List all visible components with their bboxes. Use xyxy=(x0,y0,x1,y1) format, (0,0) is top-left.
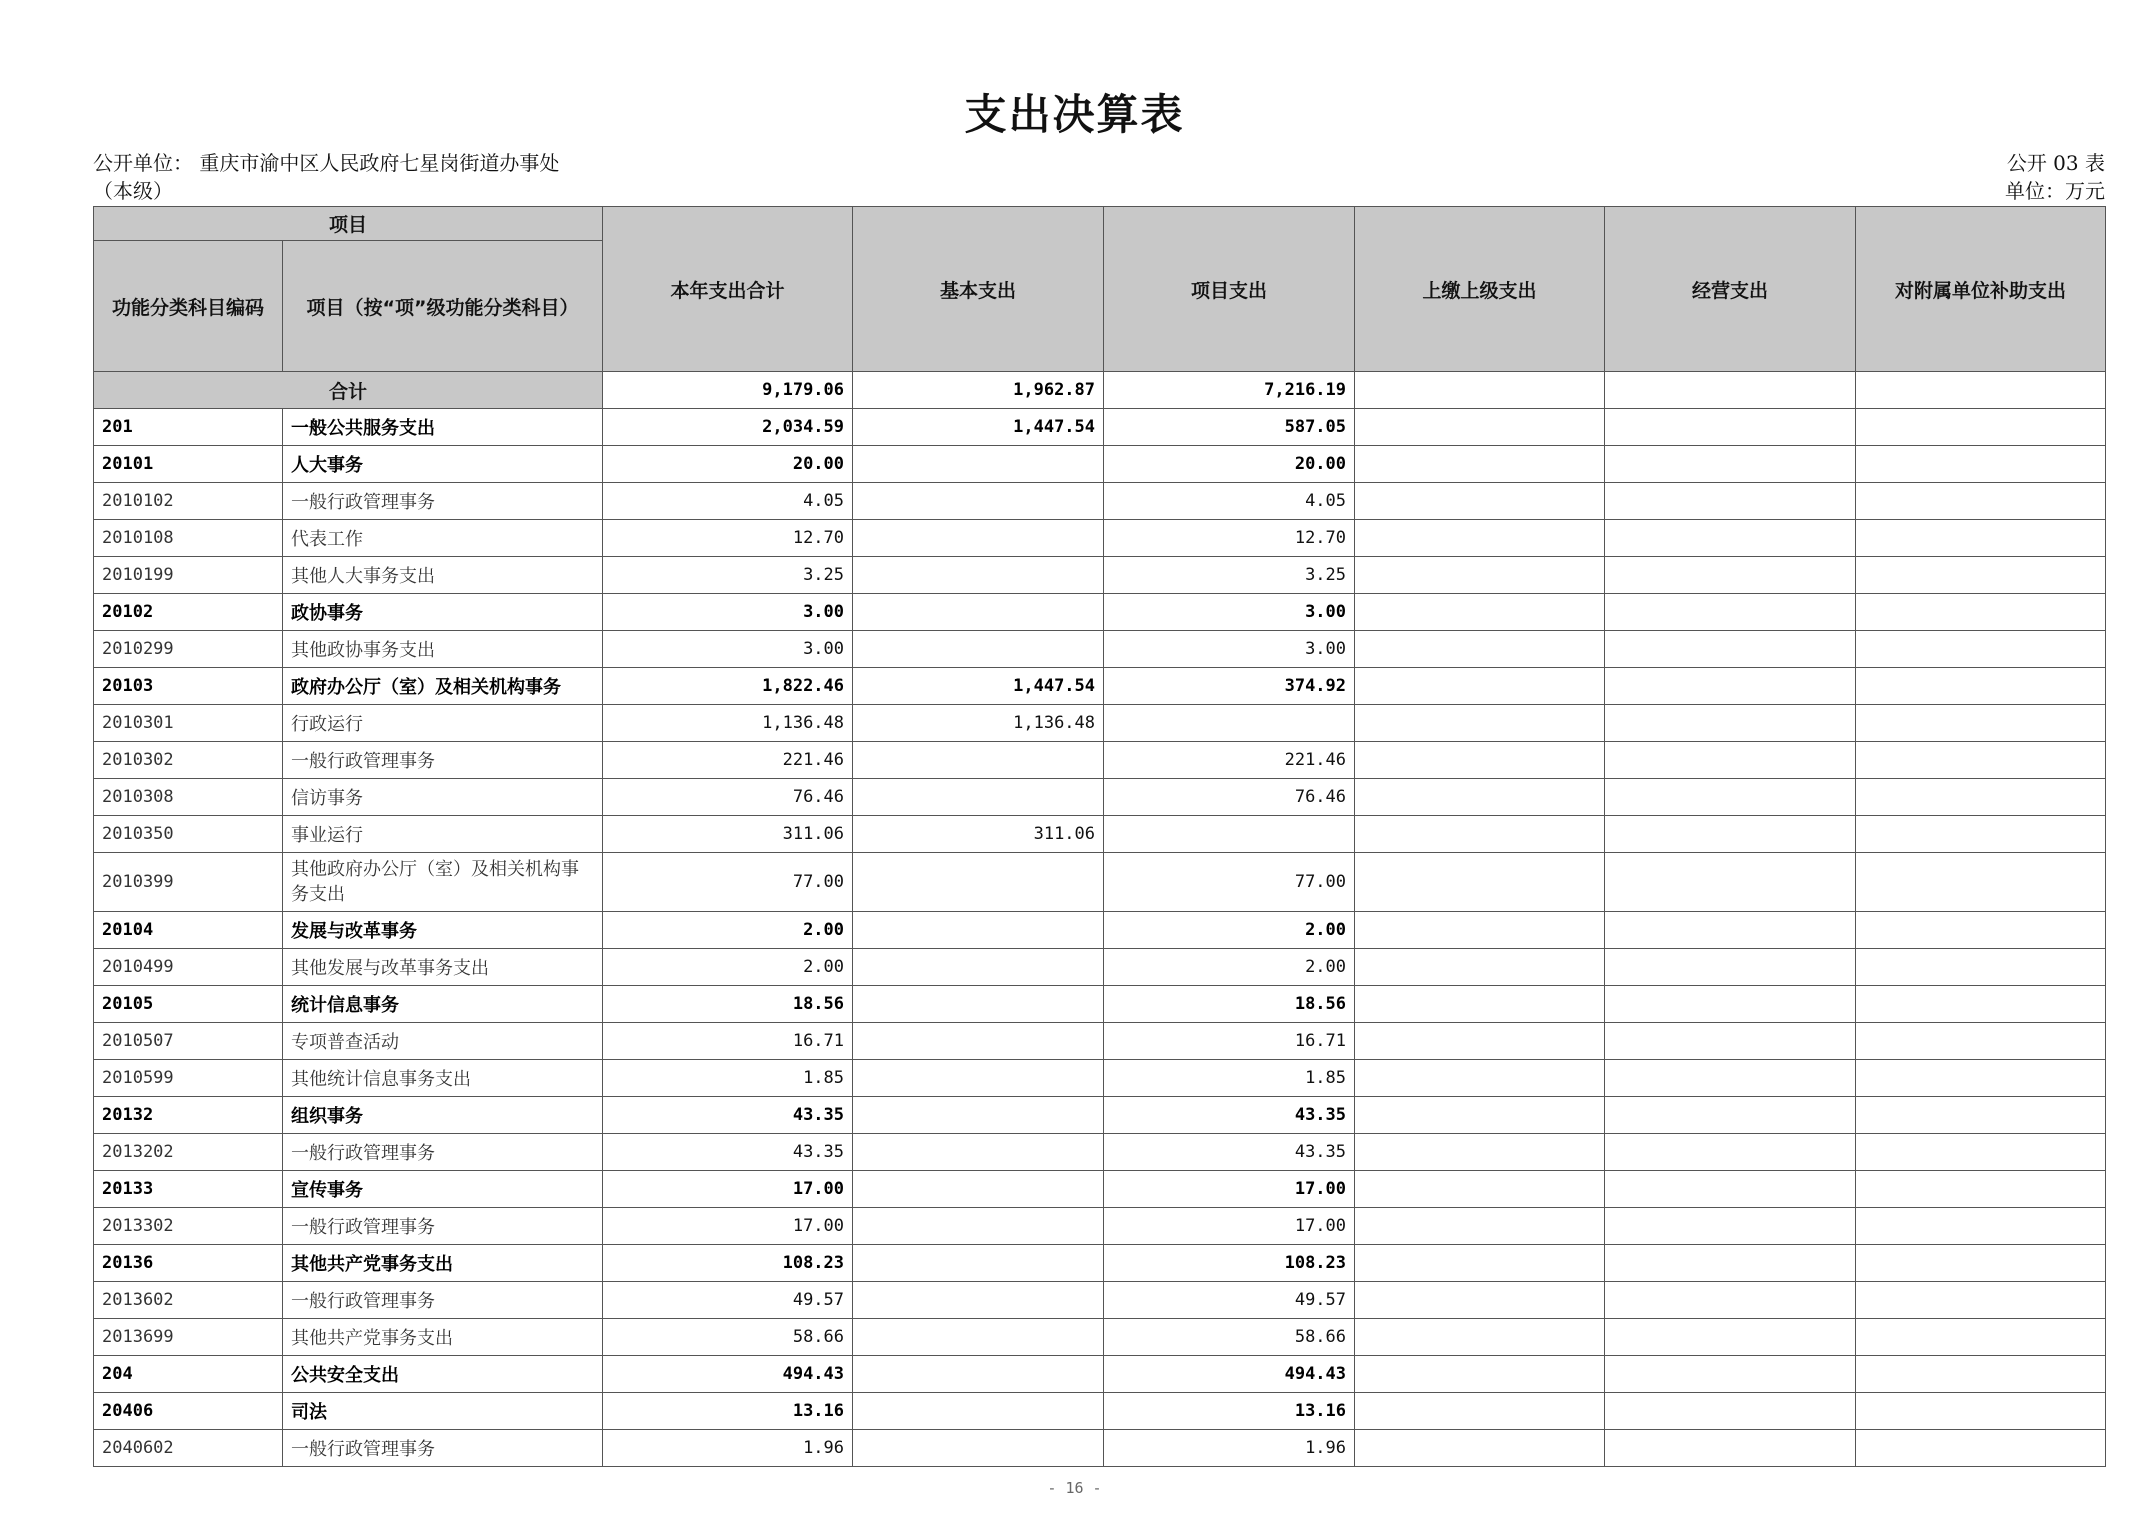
cell-code: 20105 xyxy=(94,986,283,1023)
cell-name: 组织事务 xyxy=(283,1097,603,1134)
cell-project: 221.46 xyxy=(1104,742,1355,779)
total-row xyxy=(94,372,2106,409)
table-row xyxy=(94,912,2106,949)
cell-code: 2040602 xyxy=(94,1430,283,1467)
cell-basic xyxy=(853,1282,1104,1319)
header-project: 项目支出 xyxy=(1104,207,1355,372)
total-basic: 1,962.87 xyxy=(853,372,1104,409)
table-row xyxy=(94,594,2106,631)
cell-project: 18.56 xyxy=(1104,986,1355,1023)
cell-superior xyxy=(1355,446,1605,483)
cell-name: 其他共产党事务支出 xyxy=(283,1319,603,1356)
cell-code: 2010399 xyxy=(94,853,283,912)
cell-basic xyxy=(853,949,1104,986)
cell-total: 2.00 xyxy=(603,949,853,986)
cell-project: 1.96 xyxy=(1104,1430,1355,1467)
cell-total: 1.96 xyxy=(603,1430,853,1467)
cell-project: 12.70 xyxy=(1104,520,1355,557)
cell-name: 政府办公厅（室）及相关机构事务 xyxy=(283,668,603,705)
cell-basic xyxy=(853,446,1104,483)
cell-project: 2.00 xyxy=(1104,949,1355,986)
cell-code: 201 xyxy=(94,409,283,446)
table-body xyxy=(94,409,2106,1467)
cell-superior xyxy=(1355,1356,1605,1393)
cell-total: 3.00 xyxy=(603,631,853,668)
cell-name: 事业运行 xyxy=(283,816,603,853)
cell-subsidy xyxy=(1856,1319,2106,1356)
cell-total: 12.70 xyxy=(603,520,853,557)
cell-superior xyxy=(1355,912,1605,949)
cell-project: 77.00 xyxy=(1104,853,1355,912)
cell-name: 政协事务 xyxy=(283,594,603,631)
form-code: 公开 03 表 xyxy=(2006,151,2105,175)
cell-code: 20103 xyxy=(94,668,283,705)
cell-subsidy xyxy=(1856,1393,2106,1430)
cell-subsidy xyxy=(1856,1134,2106,1171)
table-row xyxy=(94,668,2106,705)
cell-project xyxy=(1104,705,1355,742)
cell-business xyxy=(1605,668,1856,705)
cell-project: 16.71 xyxy=(1104,1023,1355,1060)
cell-total: 18.56 xyxy=(603,986,853,1023)
cell-project: 587.05 xyxy=(1104,409,1355,446)
cell-project: 374.92 xyxy=(1104,668,1355,705)
cell-name: 一般行政管理事务 xyxy=(283,483,603,520)
cell-code: 2010599 xyxy=(94,1060,283,1097)
table-row xyxy=(94,1023,2106,1060)
cell-name: 其他发展与改革事务支出 xyxy=(283,949,603,986)
cell-subsidy xyxy=(1856,483,2106,520)
table-row xyxy=(94,1319,2106,1356)
table-row xyxy=(94,779,2106,816)
cell-business xyxy=(1605,1208,1856,1245)
cell-total: 1,822.46 xyxy=(603,668,853,705)
header-name: 项目（按“项”级功能分类科目） xyxy=(283,241,603,372)
cell-name: 一般行政管理事务 xyxy=(283,1208,603,1245)
cell-superior xyxy=(1355,779,1605,816)
cell-business xyxy=(1605,816,1856,853)
cell-total: 43.35 xyxy=(603,1134,853,1171)
cell-basic: 1,136.48 xyxy=(853,705,1104,742)
cell-subsidy xyxy=(1856,1060,2106,1097)
cell-business xyxy=(1605,779,1856,816)
cell-superior xyxy=(1355,705,1605,742)
cell-subsidy xyxy=(1856,446,2106,483)
cell-basic xyxy=(853,1319,1104,1356)
cell-subsidy xyxy=(1856,631,2106,668)
cell-business xyxy=(1605,446,1856,483)
cell-business xyxy=(1605,986,1856,1023)
cell-total: 77.00 xyxy=(603,853,853,912)
cell-basic: 1,447.54 xyxy=(853,409,1104,446)
cell-subsidy xyxy=(1856,1171,2106,1208)
table-row xyxy=(94,1060,2106,1097)
cell-superior xyxy=(1355,557,1605,594)
currency-unit: 单位：万元 xyxy=(2005,179,2105,203)
cell-total: 76.46 xyxy=(603,779,853,816)
cell-name: 发展与改革事务 xyxy=(283,912,603,949)
cell-superior xyxy=(1355,949,1605,986)
cell-superior xyxy=(1355,1245,1605,1282)
cell-basic xyxy=(853,1356,1104,1393)
cell-code: 2010102 xyxy=(94,483,283,520)
cell-code: 2010299 xyxy=(94,631,283,668)
cell-name: 公共安全支出 xyxy=(283,1356,603,1393)
table-row xyxy=(94,1430,2106,1467)
cell-basic xyxy=(853,779,1104,816)
cell-name: 一般行政管理事务 xyxy=(283,742,603,779)
cell-code: 20136 xyxy=(94,1245,283,1282)
cell-total: 49.57 xyxy=(603,1282,853,1319)
cell-superior xyxy=(1355,816,1605,853)
cell-superior xyxy=(1355,409,1605,446)
cell-basic xyxy=(853,594,1104,631)
cell-subsidy xyxy=(1856,668,2106,705)
cell-name: 信访事务 xyxy=(283,779,603,816)
table-row xyxy=(94,631,2106,668)
cell-superior xyxy=(1355,1097,1605,1134)
unit-info xyxy=(93,149,559,205)
cell-superior xyxy=(1355,1319,1605,1356)
header-item: 项目 xyxy=(94,207,603,241)
cell-code: 2013202 xyxy=(94,1134,283,1171)
cell-basic xyxy=(853,557,1104,594)
cell-name: 代表工作 xyxy=(283,520,603,557)
cell-project: 494.43 xyxy=(1104,1356,1355,1393)
cell-code: 2010308 xyxy=(94,779,283,816)
cell-subsidy xyxy=(1856,1208,2106,1245)
cell-subsidy xyxy=(1856,1245,2106,1282)
cell-total: 108.23 xyxy=(603,1245,853,1282)
cell-superior xyxy=(1355,1430,1605,1467)
table-row xyxy=(94,986,2106,1023)
cell-business xyxy=(1605,912,1856,949)
table-row xyxy=(94,1393,2106,1430)
cell-total: 3.00 xyxy=(603,594,853,631)
cell-superior xyxy=(1355,742,1605,779)
cell-superior xyxy=(1355,1171,1605,1208)
unit-label: 公开单位： xyxy=(93,151,193,175)
cell-subsidy xyxy=(1856,949,2106,986)
cell-business xyxy=(1605,949,1856,986)
cell-code: 2010108 xyxy=(94,520,283,557)
cell-business xyxy=(1605,1282,1856,1319)
cell-total: 17.00 xyxy=(603,1171,853,1208)
cell-business xyxy=(1605,409,1856,446)
unit-name: 重庆市渝中区人民政府七星岗街道办事处 xyxy=(199,151,560,175)
cell-business xyxy=(1605,1430,1856,1467)
cell-basic xyxy=(853,853,1104,912)
cell-total: 13.16 xyxy=(603,1393,853,1430)
cell-project: 43.35 xyxy=(1104,1097,1355,1134)
cell-basic xyxy=(853,1430,1104,1467)
header-business: 经营支出 xyxy=(1605,207,1856,372)
table-row xyxy=(94,1208,2106,1245)
cell-superior xyxy=(1355,594,1605,631)
cell-code: 204 xyxy=(94,1356,283,1393)
cell-business xyxy=(1605,1393,1856,1430)
cell-basic: 1,447.54 xyxy=(853,668,1104,705)
cell-name: 一般公共服务支出 xyxy=(283,409,603,446)
cell-business xyxy=(1605,1060,1856,1097)
cell-subsidy xyxy=(1856,742,2106,779)
cell-basic: 311.06 xyxy=(853,816,1104,853)
cell-total: 2,034.59 xyxy=(603,409,853,446)
cell-name: 统计信息事务 xyxy=(283,986,603,1023)
table-row xyxy=(94,1282,2106,1319)
cell-code: 20132 xyxy=(94,1097,283,1134)
cell-project: 108.23 xyxy=(1104,1245,1355,1282)
cell-subsidy xyxy=(1856,520,2106,557)
total-superior xyxy=(1355,372,1605,409)
cell-total: 16.71 xyxy=(603,1023,853,1060)
cell-subsidy xyxy=(1856,1356,2106,1393)
cell-name: 其他人大事务支出 xyxy=(283,557,603,594)
cell-business xyxy=(1605,557,1856,594)
cell-name: 其他统计信息事务支出 xyxy=(283,1060,603,1097)
cell-project: 13.16 xyxy=(1104,1393,1355,1430)
cell-superior xyxy=(1355,1060,1605,1097)
cell-code: 20133 xyxy=(94,1171,283,1208)
cell-total: 2.00 xyxy=(603,912,853,949)
cell-code: 20101 xyxy=(94,446,283,483)
cell-name: 一般行政管理事务 xyxy=(283,1134,603,1171)
cell-business xyxy=(1605,1134,1856,1171)
cell-basic xyxy=(853,520,1104,557)
cell-code: 20102 xyxy=(94,594,283,631)
table-row xyxy=(94,557,2106,594)
table-row xyxy=(94,1171,2106,1208)
cell-superior xyxy=(1355,1023,1605,1060)
cell-code: 20406 xyxy=(94,1393,283,1430)
cell-project: 3.00 xyxy=(1104,631,1355,668)
cell-project: 17.00 xyxy=(1104,1208,1355,1245)
cell-code: 2013602 xyxy=(94,1282,283,1319)
cell-basic xyxy=(853,1393,1104,1430)
cell-code: 2010350 xyxy=(94,816,283,853)
cell-total: 20.00 xyxy=(603,446,853,483)
cell-project: 58.66 xyxy=(1104,1319,1355,1356)
cell-basic xyxy=(853,1171,1104,1208)
cell-superior xyxy=(1355,631,1605,668)
cell-basic xyxy=(853,742,1104,779)
cell-project xyxy=(1104,816,1355,853)
cell-subsidy xyxy=(1856,594,2106,631)
cell-subsidy xyxy=(1856,1097,2106,1134)
cell-superior xyxy=(1355,853,1605,912)
cell-code: 2013699 xyxy=(94,1319,283,1356)
total-subsidy xyxy=(1856,372,2106,409)
cell-project: 17.00 xyxy=(1104,1171,1355,1208)
header-code: 功能分类科目编码 xyxy=(94,241,283,372)
cell-project: 2.00 xyxy=(1104,912,1355,949)
cell-subsidy xyxy=(1856,816,2106,853)
cell-subsidy xyxy=(1856,1282,2106,1319)
table-row xyxy=(94,705,2106,742)
cell-project: 43.35 xyxy=(1104,1134,1355,1171)
cell-code: 2010199 xyxy=(94,557,283,594)
cell-superior xyxy=(1355,483,1605,520)
cell-name: 行政运行 xyxy=(283,705,603,742)
cell-basic xyxy=(853,1023,1104,1060)
table-row xyxy=(94,853,2106,912)
cell-superior xyxy=(1355,1134,1605,1171)
cell-subsidy xyxy=(1856,779,2106,816)
header-basic: 基本支出 xyxy=(853,207,1104,372)
cell-basic xyxy=(853,1208,1104,1245)
cell-subsidy xyxy=(1856,853,2106,912)
cell-total: 311.06 xyxy=(603,816,853,853)
cell-superior xyxy=(1355,1208,1605,1245)
cell-business xyxy=(1605,594,1856,631)
cell-name: 宣传事务 xyxy=(283,1171,603,1208)
cell-basic xyxy=(853,483,1104,520)
table-row xyxy=(94,1356,2106,1393)
cell-superior xyxy=(1355,1393,1605,1430)
cell-superior xyxy=(1355,520,1605,557)
page-number: - 16 - xyxy=(1047,1479,1102,1497)
cell-name: 司法 xyxy=(283,1393,603,1430)
total-label: 合计 xyxy=(94,372,603,409)
cell-business xyxy=(1605,742,1856,779)
cell-name: 其他政协事务支出 xyxy=(283,631,603,668)
table-row xyxy=(94,1245,2106,1282)
table-row xyxy=(94,949,2106,986)
table-row xyxy=(94,520,2106,557)
table-row xyxy=(94,742,2106,779)
header-total: 本年支出合计 xyxy=(603,207,853,372)
cell-business xyxy=(1605,520,1856,557)
cell-project: 1.85 xyxy=(1104,1060,1355,1097)
cell-superior xyxy=(1355,1282,1605,1319)
cell-superior xyxy=(1355,986,1605,1023)
cell-code: 2010507 xyxy=(94,1023,283,1060)
cell-basic xyxy=(853,1245,1104,1282)
cell-business xyxy=(1605,1319,1856,1356)
cell-business xyxy=(1605,1356,1856,1393)
cell-project: 4.05 xyxy=(1104,483,1355,520)
cell-business xyxy=(1605,1023,1856,1060)
cell-name: 其他共产党事务支出 xyxy=(283,1245,603,1282)
cell-basic xyxy=(853,1097,1104,1134)
total-sum: 9,179.06 xyxy=(603,372,853,409)
cell-code: 2010499 xyxy=(94,949,283,986)
cell-name: 一般行政管理事务 xyxy=(283,1430,603,1467)
cell-total: 1.85 xyxy=(603,1060,853,1097)
cell-subsidy xyxy=(1856,1430,2106,1467)
unit-level: （本级） xyxy=(93,179,173,203)
cell-total: 17.00 xyxy=(603,1208,853,1245)
cell-business xyxy=(1605,1171,1856,1208)
table-row xyxy=(94,1097,2106,1134)
cell-business xyxy=(1605,1245,1856,1282)
page-title: 支出决算表 xyxy=(964,90,1185,139)
cell-code: 2013302 xyxy=(94,1208,283,1245)
cell-name: 其他政府办公厅（室）及相关机构事务支出 xyxy=(283,853,603,912)
cell-code: 2010301 xyxy=(94,705,283,742)
cell-business xyxy=(1605,483,1856,520)
expenditure-table xyxy=(93,206,2106,1467)
cell-basic xyxy=(853,631,1104,668)
cell-total: 221.46 xyxy=(603,742,853,779)
cell-total: 4.05 xyxy=(603,483,853,520)
cell-name: 人大事务 xyxy=(283,446,603,483)
cell-subsidy xyxy=(1856,705,2106,742)
cell-project: 3.25 xyxy=(1104,557,1355,594)
cell-project: 20.00 xyxy=(1104,446,1355,483)
cell-business xyxy=(1605,705,1856,742)
unit-line xyxy=(93,149,559,177)
cell-code: 2010302 xyxy=(94,742,283,779)
cell-basic xyxy=(853,986,1104,1023)
cell-total: 58.66 xyxy=(603,1319,853,1356)
cell-subsidy xyxy=(1856,557,2106,594)
cell-total: 1,136.48 xyxy=(603,705,853,742)
cell-subsidy xyxy=(1856,1023,2106,1060)
cell-project: 3.00 xyxy=(1104,594,1355,631)
cell-business xyxy=(1605,1097,1856,1134)
cell-subsidy xyxy=(1856,986,2106,1023)
cell-basic xyxy=(853,1060,1104,1097)
table-row xyxy=(94,446,2106,483)
cell-total: 43.35 xyxy=(603,1097,853,1134)
cell-business xyxy=(1605,853,1856,912)
table-row xyxy=(94,483,2106,520)
total-project: 7,216.19 xyxy=(1104,372,1355,409)
cell-project: 49.57 xyxy=(1104,1282,1355,1319)
table-row xyxy=(94,409,2106,446)
cell-code: 20104 xyxy=(94,912,283,949)
table-row xyxy=(94,816,2106,853)
cell-name: 一般行政管理事务 xyxy=(283,1282,603,1319)
cell-project: 76.46 xyxy=(1104,779,1355,816)
cell-total: 494.43 xyxy=(603,1356,853,1393)
header-superior: 上缴上级支出 xyxy=(1355,207,1605,372)
cell-subsidy xyxy=(1856,912,2106,949)
table-row xyxy=(94,1134,2106,1171)
cell-name: 专项普查活动 xyxy=(283,1023,603,1060)
total-business xyxy=(1605,372,1856,409)
cell-business xyxy=(1605,631,1856,668)
cell-basic xyxy=(853,912,1104,949)
cell-subsidy xyxy=(1856,409,2106,446)
form-info xyxy=(2005,149,2105,205)
cell-superior xyxy=(1355,668,1605,705)
cell-total: 3.25 xyxy=(603,557,853,594)
header-subsidy: 对附属单位补助支出 xyxy=(1856,207,2106,372)
cell-basic xyxy=(853,1134,1104,1171)
